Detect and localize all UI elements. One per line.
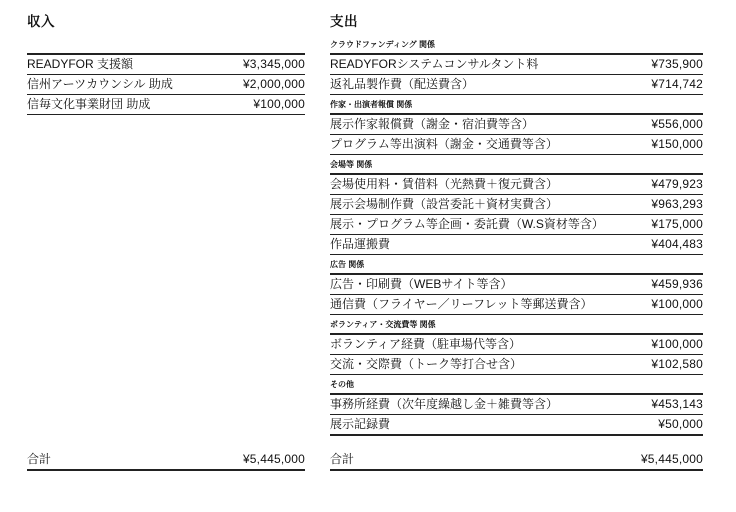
- expense-total-amount: ¥5,445,000: [640, 452, 703, 466]
- table-row: [330, 135, 703, 155]
- item-amount: ¥175,000: [651, 217, 703, 231]
- item-amount: ¥735,900: [651, 57, 703, 71]
- table-row: [330, 295, 703, 315]
- table-row: [330, 115, 703, 135]
- item-amount: ¥102,580: [651, 357, 703, 371]
- expense-section: [330, 260, 703, 315]
- item-amount: ¥479,923: [651, 177, 703, 191]
- item-amount: ¥453,143: [651, 397, 703, 411]
- income-total-row: [27, 450, 305, 471]
- item-label: 返礼品製作費（配送費含）: [330, 77, 475, 91]
- income-total-amount: ¥5,445,000: [242, 452, 305, 466]
- item-label: 展示・プログラム等企画・委託費（W.S資材等含）: [330, 217, 604, 231]
- item-label: 交流・交際費（トーク等打合せ含）: [330, 357, 523, 371]
- section-table: [330, 393, 703, 436]
- section-table: [330, 273, 703, 315]
- item-label: READYFORシステムコンサルタント料: [330, 57, 539, 71]
- item-label: 通信費（フライヤー／リーフレット等郵送費含）: [330, 297, 593, 311]
- item-label: 信州アーツカウンシル 助成: [27, 77, 173, 91]
- income-table: [27, 53, 305, 115]
- expense-total-row: [330, 450, 703, 471]
- item-amount: ¥2,000,000: [242, 77, 305, 91]
- table-row: [330, 75, 703, 95]
- section-category-label: 作家・出演者報償 関係: [330, 100, 413, 109]
- expense-title: 支出: [330, 14, 358, 29]
- table-row: [330, 175, 703, 195]
- section-category-label: クラウドファンディング 関係: [330, 40, 436, 49]
- item-label: 信毎文化事業財団 助成: [27, 97, 151, 111]
- expense-section: [330, 40, 703, 95]
- item-label: 作品運搬費: [330, 237, 391, 251]
- section-category-label: ボランティア・交流費等 関係: [330, 320, 436, 329]
- expense-sections: [330, 40, 703, 436]
- item-label: ボランティア経費（駐車場代等含）: [330, 337, 522, 351]
- table-row: [330, 195, 703, 215]
- section-table: [330, 173, 703, 255]
- expense-section: [330, 100, 703, 155]
- item-amount: ¥50,000: [658, 417, 703, 431]
- item-amount: ¥556,000: [651, 117, 703, 131]
- item-amount: ¥150,000: [651, 137, 703, 151]
- item-label: READYFOR 支援額: [27, 57, 134, 71]
- expense-column: [330, 14, 703, 466]
- item-amount: ¥100,000: [651, 297, 703, 311]
- income-title: 収入: [27, 14, 55, 29]
- table-row: [27, 75, 305, 95]
- item-amount: ¥714,742: [651, 77, 703, 91]
- table-row: [330, 55, 703, 75]
- expense-total-label: 合計: [330, 452, 355, 466]
- item-label: 展示会場制作費（設営委託＋資材実費含）: [330, 197, 559, 211]
- table-row: [330, 335, 703, 355]
- table-row: [330, 275, 703, 295]
- income-column: [27, 14, 305, 466]
- table-row: [27, 95, 305, 115]
- table-row: [330, 395, 703, 415]
- table-row: [27, 55, 305, 75]
- expense-section: [330, 160, 703, 255]
- section-category-label: 会場等 関係: [330, 160, 373, 169]
- item-label: 会場使用料・賃借料（光熱費＋復元費含）: [330, 177, 559, 191]
- table-row: [330, 415, 703, 436]
- section-category-label: その他: [330, 380, 354, 389]
- expense-section: [330, 320, 703, 375]
- section-category-label: 広告 関係: [330, 260, 365, 269]
- table-row: [330, 355, 703, 375]
- item-label: 広告・印刷費（WEBサイト等含）: [330, 277, 513, 291]
- item-amount: ¥100,000: [253, 97, 305, 111]
- expense-section: [330, 380, 703, 436]
- table-row: [330, 235, 703, 255]
- item-amount: ¥404,483: [651, 237, 703, 251]
- section-table: [330, 113, 703, 155]
- section-table: [330, 333, 703, 375]
- item-amount: ¥3,345,000: [242, 57, 305, 71]
- item-label: プログラム等出演料（謝金・交通費等含）: [330, 137, 558, 151]
- item-amount: ¥963,293: [651, 197, 703, 211]
- item-label: 展示作家報償費（謝金・宿泊費等含）: [330, 117, 535, 131]
- table-row: [330, 215, 703, 235]
- income-total-label: 合計: [27, 452, 52, 466]
- item-amount: ¥459,936: [651, 277, 703, 291]
- item-amount: ¥100,000: [651, 337, 703, 351]
- section-table: [330, 53, 703, 95]
- item-label: 展示記録費: [330, 417, 391, 431]
- item-label: 事務所経費（次年度繰越し金＋雑費等含）: [330, 397, 559, 411]
